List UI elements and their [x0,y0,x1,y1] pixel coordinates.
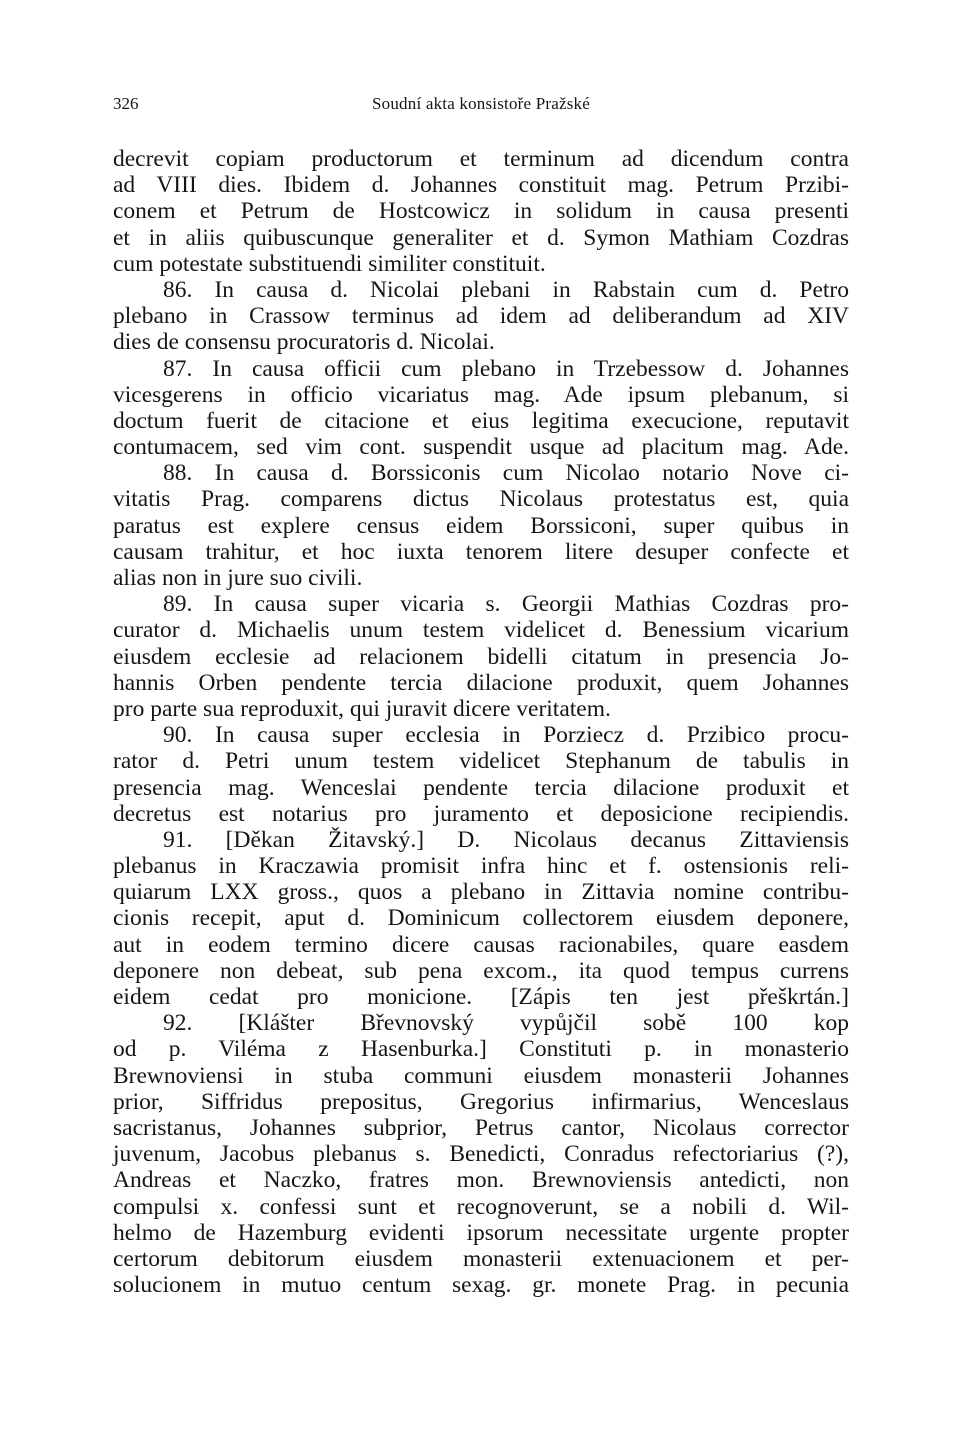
text-line: prior, Siffridus prepositus, Gregorius infirmarius, Wenceslaus [113,1088,849,1115]
text-line: decrevit copiam productorum et terminum ad dicendum contra [113,146,849,172]
paragraph-88-line: 88. In causa d. Borssiconis cum Nicolao notario Nove ci- [163,460,849,487]
text-line: juvenum, Jacobus plebanus s. Benedicti, Conradus refectoriarius (?), [113,1141,849,1168]
text-line: cum potestate substituendi similiter constituit. [113,250,546,277]
text-line: rator d. Petri unum testem videlicet Stephanum de tabulis in [113,748,849,775]
text-line: decretus est notarius pro juramento et deposicione recipiendis. [113,800,849,827]
text-line: eidem cedat pro monicione. [Zápis ten jest přeškrtán.] [113,984,849,1010]
text-line: Brewnoviensi in stuba communi eiusdem monasterii Johannes [113,1062,849,1089]
page-header [113,94,849,118]
text-line: ad VIII dies. Ibidem d. Johannes constituit mag. Petrum Przibi- [113,172,849,199]
text-line: causam trahitur, et hoc iuxta tenorem litere desuper confecte et [113,538,849,565]
text-line: deponere non debeat, sub pena excom., ita quod tempus currens [113,957,849,984]
text-line: sacristanus, Johannes subprior, Petrus cantor, Nicolaus corrector [113,1114,849,1141]
text-line: solucionem in mutuo centum sexag. gr. monete Prag. in pecunia [113,1272,849,1299]
text-line: od p. Viléma z Hasenburka.] Constituti p. in monasterio [113,1036,849,1063]
text-line: compulsi x. confessi sunt et recognoverunt, se a nobili d. Wil- [113,1193,849,1220]
text-line: contumacem, sed vim cont. suspendit usque ad placitum mag. Ade. [113,434,849,461]
text-line: vicesgerens in officio vicariatus mag. Ade ipsum plebanum, si [113,381,849,408]
page-number: 326 [113,94,139,113]
text-line: conem et Petrum de Hostcowicz in solidum in causa presenti [113,198,849,225]
text-line: paratus est explere census eidem Borssiconi, super quibus in [113,512,849,539]
text-line: doctum fuerit de citacione et eius legitima execucione, reputavit [113,407,849,434]
text-line: hannis Orben pendente tercia dilacione produxit, quem Johannes [113,669,849,696]
paragraph-91-line: 91. [Děkan Žitavský.] D. Nicolaus decanus Zittaviensis [163,826,849,853]
text-line: alias non in jure suo civili. [113,565,363,591]
paragraph-92-line: 92. [Klášter Břevnovský vypůjčil sobě 100 kop [163,1010,849,1037]
text-line: vitatis Prag. comparens dictus Nicolaus protestatus est, quia [113,486,849,513]
paragraph-90-line: 90. In causa super ecclesia in Porziecz d. Przibico procu- [163,722,849,749]
text-line: plebano in Crassow terminus ad idem ad deliberandum ad XIV [113,303,849,330]
body-text [113,146,849,1298]
text-line: helmo de Hazemburg evidenti ipsorum necessitate urgente propter [113,1219,849,1246]
text-line: pro parte sua reproduxit, qui juravit dicere veritatem. [113,695,611,722]
text-line: dies de consensu procuratoris d. Nicolai. [113,329,495,356]
text-line: Andreas et Naczko, fratres mon. Brewnoviensis antedicti, non [113,1167,849,1194]
paragraph-87-line: 87. In causa officii cum plebano in Trzebessow d. Johannes [163,355,849,382]
text-line: et in aliis quibuscunque generaliter et d. Symon Mathiam Cozdras [113,224,849,251]
paragraph-89-line: 89. In causa super vicaria s. Georgii Mathias Cozdras pro- [163,591,849,618]
running-title: Soudní akta konsistoře Pražské [372,94,590,113]
text-line: quiarum LXX gross., quos a plebano in Zittavia nomine contribu- [113,879,849,906]
text-line: curator d. Michaelis unum testem videlicet d. Benessium vicarium [113,617,849,644]
paragraph-86-line: 86. In causa d. Nicolai plebani in Rabstain cum d. Petro [163,276,849,303]
text-line: eiusdem ecclesie ad relacionem bidelli citatum in presencia Jo- [113,643,849,670]
text-line: certorum debitorum eiusdem monasterii extenuacionem et per- [113,1245,849,1272]
text-line: presencia mag. Wenceslai pendente tercia dilacione produxit et [113,774,849,801]
text-line: cionis recepit, aput d. Dominicum collectorem eiusdem deponere, [113,905,849,932]
text-line: aut in eodem termino dicere causas racionabiles, quare easdem [113,931,849,958]
text-line: plebanus in Kraczawia promisit infra hinc et f. ostensionis reli- [113,853,849,880]
